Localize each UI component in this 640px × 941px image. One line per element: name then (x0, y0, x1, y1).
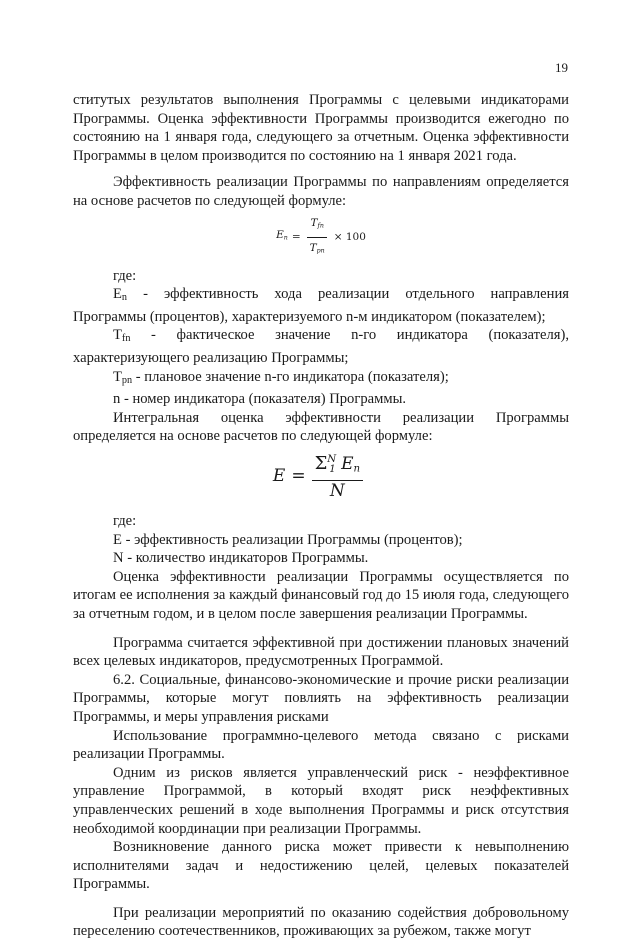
formula2-denominator: N (329, 481, 345, 502)
paragraph-effective-criteria: Программа считается эффективной при достижении плановых значений всех целевых индикаторов, предусмотренных Программой. (73, 634, 569, 670)
page-body (73, 91, 569, 941)
paragraph-risk-consequence: Возникновение данного риска может привести к невыполнению исполнителями задач и недостижению целей, целевых показателей Программы. (73, 839, 569, 893)
paragraph-results: ститутых результатов выполнения Программы с целевыми индикаторами Программы. Оценка эффективности Программы производится ежегодно по состоянию на 1 января года, следующего за отчетным. Оценка эффективности Программы в целом производится по состоянию на 1 января 2021 года. (73, 92, 569, 164)
formula1-denominator: Tpn (309, 242, 325, 255)
formula1-equals: = (291, 231, 301, 244)
definition-tfn: Tfn - фактическое значение n-го индикатора (показателя), характеризующего реализацию Программы; (73, 327, 569, 366)
paragraph-method-risks: Использование программно-целевого метода связано с рисками реализации Программы. (73, 727, 569, 763)
definition-N: N - количество индикаторов Программы. (113, 550, 369, 567)
definition-n: n - номер индикатора (показателя) Программы. (113, 391, 407, 408)
paragraph-direction-efficiency: Эффективность реализации Программы по направлениям определяется на основе расчетов по следующей формуле: (73, 174, 569, 209)
paragraph-evaluation-timing: Оценка эффективности реализации Программы осуществляется по итогам ее исполнения за каждый финансовый год до 15 июля года, следующего за отчетным годом, и в целом после завершения реализации Программы. (73, 568, 569, 622)
paragraph-management-risk: Одним из рисков является управленческий риск - неэффективное управление Программой, в который входят риск неэффективных управленческих решений в ходе выполнения Программы и риск отсутствия необходимой координации при реализации Программы. (73, 764, 569, 837)
paragraph-integral-efficiency: Интегральная оценка эффективности реализации Программы определяется на основе расчетов по следующей формуле: (73, 409, 569, 445)
formula1-fraction (307, 214, 328, 261)
definition-e: E - эффективность реализации Программы (процентов); (113, 531, 463, 548)
where-label-1: где: (113, 267, 137, 284)
formula2-lhs: E (272, 465, 286, 486)
definition-tpn: Tpn - плановое значение n-го индикатора (показателя); (113, 368, 449, 386)
definition-en: En - эффективность хода реализации отдельного направления Программы (процентов), характеризуемого n-м индикатором (показателем); (73, 286, 569, 325)
where-label-2: где: (113, 513, 137, 529)
section-heading-risks: 6.2. Социальные, финансово-экономические и прочие риски реализации Программы, которые могут повлиять на эффективность реализации Программы, и меры управления рисками (73, 671, 569, 725)
formula1-lhs: En (276, 229, 288, 243)
formula1-numerator: Tfn (307, 214, 326, 238)
formula2-equals: = (291, 465, 306, 486)
formula2-fraction (312, 451, 364, 501)
formula2-numerator: $\Sigma^N1$ En (312, 451, 364, 481)
formula-direction-efficiency (73, 215, 569, 261)
formula1-multiplier: × 100 (333, 231, 366, 244)
formula-integral-efficiency (73, 448, 569, 504)
paragraph-resettlement: При реализации мероприятий по оказанию содействия добровольному переселению соотечественников, проживающих за рубежом, также могут (73, 904, 569, 940)
page-number: 19 (555, 60, 568, 75)
